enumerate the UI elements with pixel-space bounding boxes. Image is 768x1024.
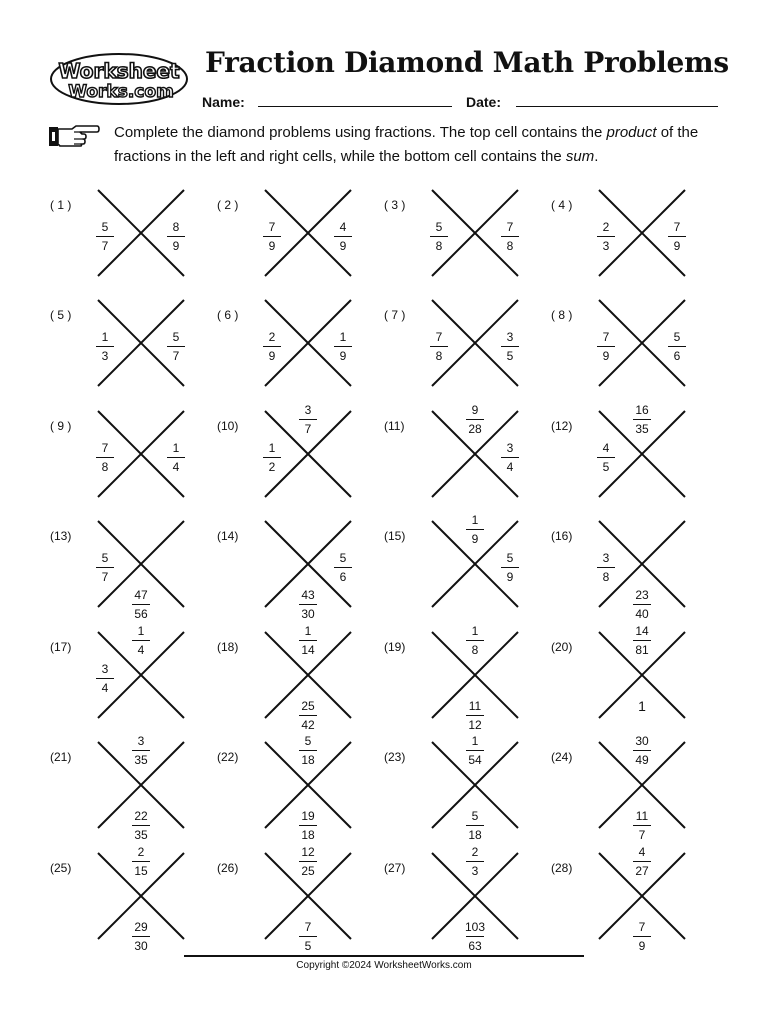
numerator: 1 [172,441,180,455]
denominator: 42 [301,718,315,732]
problem-number: (11) [384,419,405,433]
diamond-left-cell [257,441,287,474]
fraction-bar [132,936,150,937]
denominator: 5 [506,349,514,363]
diamond-left-cell [424,220,454,253]
diamond-problem [551,845,716,953]
problem-number: ( 9 ) [50,419,72,433]
fraction-bar [96,457,114,458]
fraction-bar [597,236,615,237]
copyright-text: Copyright ©2024 WorksheetWorks.com [296,960,472,971]
fraction-bar [299,419,317,420]
diamond-left-cell [90,220,120,253]
fraction-bar [334,567,352,568]
diamond-bottom-cell [627,809,657,842]
fraction-bar [597,457,615,458]
diamond-right-cell [495,441,525,474]
name-label: Name: [202,94,245,110]
diamond-problem [217,300,382,400]
diamond-problem [50,190,215,290]
diamond-left-cell [257,330,287,363]
numerator: 5 [101,220,109,234]
denominator: 18 [468,828,482,842]
denominator: 49 [635,753,649,767]
denominator: 35 [134,753,148,767]
diamond-right-cell [495,220,525,253]
fraction-bar [299,715,317,716]
numerator: 14 [635,624,649,638]
diamond-right-cell [495,330,525,363]
numerator: 1 [137,624,145,638]
diamond-bottom-cell [627,699,657,713]
denominator: 4 [137,643,145,657]
problem-number: (20) [551,640,573,654]
diamond-bottom-cell [126,920,156,953]
numerator: 2 [471,845,479,859]
numerator: 5 [435,220,443,234]
numerator: 16 [635,403,649,417]
denominator: 8 [602,570,610,584]
fraction-bar [334,236,352,237]
denominator: 40 [635,607,649,621]
problem-number: ( 8 ) [551,308,573,322]
numerator: 3 [101,662,109,676]
fraction-bar [167,346,185,347]
fraction-bar [430,346,448,347]
diamond-left-cell [591,441,621,474]
numerator: 7 [268,220,276,234]
denominator: 7 [172,349,180,363]
denominator: 18 [301,753,315,767]
numerator: 7 [638,920,646,934]
problem-number: (26) [217,861,239,875]
numerator: 4 [339,220,347,234]
diamond-bottom-cell [126,809,156,842]
problem-number: (28) [551,861,573,875]
fraction-bar [430,236,448,237]
footer-divider [184,955,584,957]
problem-number: (16) [551,529,573,543]
denominator: 35 [635,422,649,436]
numerator: 19 [301,809,315,823]
fraction-bar [501,567,519,568]
numerator: 8 [172,220,180,234]
problem-number: ( 3 ) [384,198,406,212]
fraction-bar [633,604,651,605]
denominator: 3 [471,864,479,878]
denominator: 7 [304,422,312,436]
numerator: 5 [471,809,479,823]
denominator: 9 [172,239,180,253]
fraction-bar [299,825,317,826]
problem-number: (27) [384,861,406,875]
diamond-problem [50,624,215,732]
fraction-bar [263,236,281,237]
page-title: Fraction Diamond Math Problems [205,46,729,79]
denominator: 8 [435,239,443,253]
diamond-bottom-cell [460,699,490,732]
denominator: 9 [339,239,347,253]
diamond-left-cell [257,220,287,253]
diamond-problem [551,734,716,842]
diamond-problem [551,300,716,400]
diamond-left-cell [591,551,621,584]
numerator: 3 [506,330,514,344]
diamond-right-cell [328,220,358,253]
problem-number: (19) [384,640,406,654]
diamond-problem [217,734,382,842]
numerator: 43 [301,588,315,602]
fraction-bar [633,640,651,641]
denominator: 9 [339,349,347,363]
diamond-problem [217,845,382,953]
numerator: 5 [172,330,180,344]
fraction-bar [597,567,615,568]
diamond-bottom-cell [627,920,657,953]
problem-number: (14) [217,529,239,543]
numerator: 4 [602,441,610,455]
numerator: 5 [101,551,109,565]
diamond-bottom-cell [126,588,156,621]
numerator: 2 [602,220,610,234]
numerator: 1 [471,624,479,638]
numerator: 7 [602,330,610,344]
numerator: 2 [268,330,276,344]
diamond-bottom-cell [293,699,323,732]
denominator: 9 [602,349,610,363]
numerator: 11 [468,699,482,713]
fraction-bar [167,457,185,458]
fraction-bar [132,640,150,641]
denominator: 3 [602,239,610,253]
fraction-bar [466,750,484,751]
diamond-bottom-cell [293,920,323,953]
numerator: 3 [602,551,610,565]
denominator: 3 [101,349,109,363]
fraction-bar [263,346,281,347]
diamond-top-cell [126,624,156,657]
fraction-bar [633,861,651,862]
diamond-top-cell [126,734,156,767]
svg-text:Works.com: Works.com [68,82,174,102]
date-label: Date: [466,94,502,110]
fraction-bar [597,346,615,347]
denominator: 6 [673,349,681,363]
denominator: 15 [134,864,148,878]
diamond-left-cell [90,662,120,695]
diamond-problem [384,513,549,621]
denominator: 5 [602,460,610,474]
diamond-right-cell [161,330,191,363]
numerator: 9 [471,403,479,417]
diamond-top-cell [293,734,323,767]
fraction-bar [96,567,114,568]
numerator: 5 [506,551,514,565]
denominator: 9 [673,239,681,253]
diamond-problem [50,845,215,953]
diamond-right-cell [161,220,191,253]
denominator: 7 [101,239,109,253]
numerator: 47 [134,588,148,602]
numerator: 1 [101,330,109,344]
fraction-bar [466,825,484,826]
fraction-bar [466,715,484,716]
fraction-bar [501,236,519,237]
denominator: 81 [635,643,649,657]
numerator: 3 [137,734,145,748]
numerator: 23 [635,588,649,602]
diamond-left-cell [90,551,120,584]
denominator: 18 [301,828,315,842]
problem-number: (25) [50,861,72,875]
fraction-bar [132,825,150,826]
diamond-left-cell [90,441,120,474]
numerator: 3 [506,441,514,455]
denominator: 9 [471,532,479,546]
diamond-left-cell [424,330,454,363]
diamond-bottom-cell [627,588,657,621]
numerator: 1 [268,441,276,455]
numerator: 2 [137,845,145,859]
diamond-problem [50,411,215,511]
denominator: 28 [468,422,482,436]
denominator: 54 [468,753,482,767]
denominator: 9 [506,570,514,584]
fraction-bar [466,419,484,420]
diamond-problem [384,845,549,953]
numerator: 7 [304,920,312,934]
diamond-problem [50,300,215,400]
denominator: 30 [301,607,315,621]
diamond-problem [50,521,215,621]
diamond-top-cell [627,624,657,657]
problem-number: ( 5 ) [50,308,72,322]
diamond-top-cell [293,845,323,878]
diamond-problem [217,190,382,290]
problem-number: (23) [384,750,406,764]
denominator: 8 [471,643,479,657]
diamond-right-cell [328,551,358,584]
fraction-bar [668,346,686,347]
diamond-problem [384,403,549,511]
diamond-right-cell [662,220,692,253]
fraction-bar [668,236,686,237]
fraction-bar [501,346,519,347]
numerator: 7 [506,220,514,234]
numerator: 4 [638,845,646,859]
numerator: 1 [471,513,479,527]
denominator: 4 [172,460,180,474]
denominator: 8 [435,349,443,363]
diamond-top-cell [293,624,323,657]
fraction-bar [299,861,317,862]
fraction-bar [633,750,651,751]
diamond-top-cell [460,403,490,436]
diamond-top-cell [460,845,490,878]
diamond-top-cell [627,845,657,878]
numerator: 30 [635,734,649,748]
diamond-bottom-cell [293,809,323,842]
fraction-bar [299,936,317,937]
diamond-left-cell [90,330,120,363]
diamond-top-cell [460,513,490,546]
denominator: 25 [301,864,315,878]
numerator: 5 [673,330,681,344]
fraction-bar [132,861,150,862]
svg-text:Worksheet: Worksheet [58,59,180,83]
worksheetworks-logo [49,52,189,106]
numerator: 29 [134,920,148,934]
denominator: 14 [301,643,315,657]
fraction-bar [299,604,317,605]
denominator: 9 [268,239,276,253]
denominator: 56 [134,607,148,621]
diamond-problem [551,624,716,732]
diamond-problem [551,190,716,290]
denominator: 7 [638,828,646,842]
diamond-problem [217,624,382,732]
name-field-line[interactable] [258,106,452,107]
denominator: 7 [101,570,109,584]
diamond-top-cell [460,734,490,767]
problem-number: (13) [50,529,72,543]
numerator: 12 [301,845,315,859]
instructions-text: Complete the diamond problems using fractions. The top cell contains the product of the fractions in the left and right cells, while the bottom cell contains the sum. [114,124,699,165]
diamond-problem [217,403,382,511]
diamond-left-cell [591,220,621,253]
diamond-bottom-cell [293,588,323,621]
numerator: 1 [304,624,312,638]
diamond-left-cell [591,330,621,363]
fraction-bar [96,346,114,347]
denominator: 30 [134,939,148,953]
numerator: 1 [471,734,479,748]
numerator: 1 [339,330,347,344]
diamond-top-cell [460,624,490,657]
denominator: 6 [339,570,347,584]
diamond-right-cell [161,441,191,474]
fraction-bar [466,640,484,641]
denominator: 2 [268,460,276,474]
problem-number: (15) [384,529,406,543]
problem-number: ( 6 ) [217,308,239,322]
numerator: 7 [673,220,681,234]
problem-number: ( 2 ) [217,198,239,212]
diamond-bottom-cell [460,809,490,842]
problem-number: (12) [551,419,573,433]
problem-number: (10) [217,419,239,433]
numerator: 1 [638,698,646,714]
numerator: 7 [101,441,109,455]
numerator: 25 [301,699,315,713]
fraction-bar [633,936,651,937]
denominator: 27 [635,864,649,878]
numerator: 5 [304,734,312,748]
date-field-line[interactable] [516,106,718,107]
diamond-problem [384,624,549,732]
fraction-bar [299,750,317,751]
denominator: 8 [101,460,109,474]
fraction-bar [334,346,352,347]
numerator: 3 [304,403,312,417]
denominator: 9 [268,349,276,363]
diamond-right-cell [328,330,358,363]
fraction-bar [466,936,484,937]
diamond-problem [384,734,549,842]
diamond-top-cell [627,403,657,436]
diamond-problem [551,403,716,511]
diamond-problem [384,300,549,400]
denominator: 12 [468,718,482,732]
fraction-bar [96,678,114,679]
problem-number: (24) [551,750,573,764]
fraction-bar [633,419,651,420]
fraction-bar [501,457,519,458]
fraction-bar [466,861,484,862]
numerator: 7 [435,330,443,344]
fraction-bar [263,457,281,458]
diamond-top-cell [627,734,657,767]
fraction-bar [167,236,185,237]
fraction-bar [96,236,114,237]
denominator: 4 [101,681,109,695]
numerator: 103 [464,920,486,934]
problem-number: (22) [217,750,239,764]
denominator: 5 [304,939,312,953]
numerator: 11 [635,809,649,823]
problem-number: (18) [217,640,239,654]
pointing-hand-icon [48,124,100,148]
denominator: 4 [506,460,514,474]
diamond-bottom-cell [460,920,490,953]
diamond-right-cell [495,551,525,584]
fraction-bar [132,750,150,751]
diamond-problem [551,521,716,621]
numerator: 22 [134,809,148,823]
diamond-top-cell [293,403,323,436]
numerator: 5 [339,551,347,565]
diamond-problem [217,521,382,621]
problem-number: (21) [50,750,72,764]
problem-number: ( 7 ) [384,308,406,322]
diamond-right-cell [662,330,692,363]
fraction-bar [633,825,651,826]
fraction-bar [132,604,150,605]
denominator: 63 [468,939,482,953]
denominator: 9 [638,939,646,953]
problem-number: ( 1 ) [50,198,72,212]
diamond-problem [384,190,549,290]
denominator: 8 [506,239,514,253]
problem-number: (17) [50,640,72,654]
denominator: 35 [134,828,148,842]
problem-number: ( 4 ) [551,198,573,212]
fraction-bar [299,640,317,641]
fraction-bar [466,529,484,530]
diamond-problem [50,734,215,842]
diamond-top-cell [126,845,156,878]
